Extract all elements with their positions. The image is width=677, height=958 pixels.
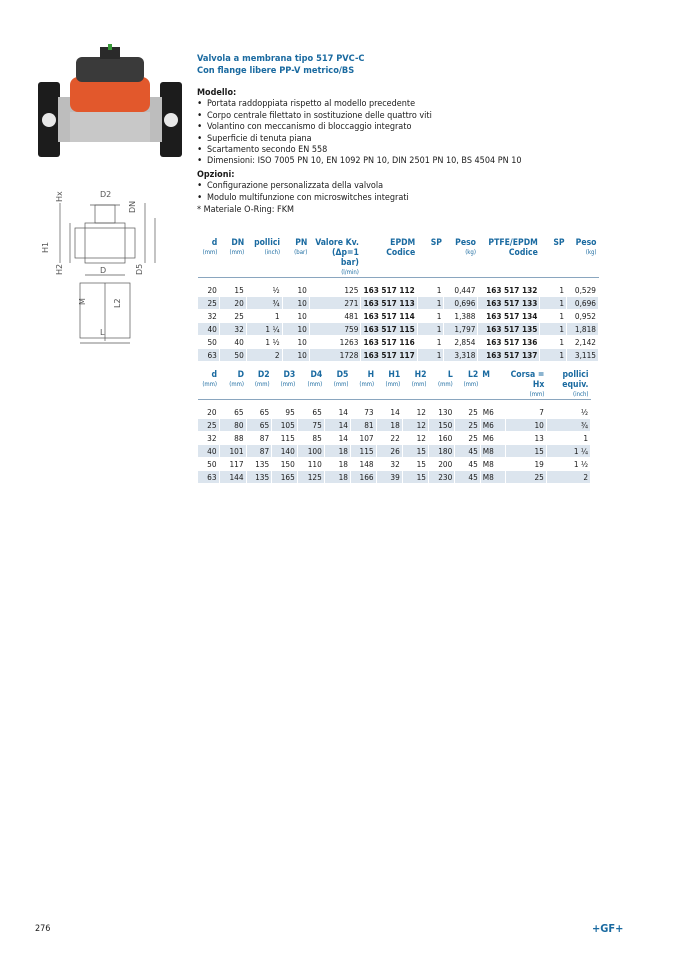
table-cell: 160 <box>428 432 454 445</box>
table-cell: 39 <box>376 471 402 484</box>
header-label: Peso <box>575 238 597 248</box>
header-unit: (kg) <box>465 249 476 256</box>
header-unit: (mm) <box>202 249 218 256</box>
table-cell: 230 <box>428 471 454 484</box>
table-cell: 7 <box>506 406 547 419</box>
table-cell: 87 <box>246 445 272 458</box>
table-cell: 0,529 <box>567 284 599 297</box>
table-row <box>198 445 591 458</box>
table-cell: 10 <box>506 419 547 432</box>
table-cell: 130 <box>428 406 454 419</box>
svg-text:M: M <box>78 298 87 305</box>
header-unit: (mm) <box>229 381 245 388</box>
svg-text:Hx: Hx <box>55 191 64 202</box>
svg-text:H1: H1 <box>41 241 50 253</box>
table-cell: 481 <box>309 310 361 323</box>
table-cell: 148 <box>350 458 376 471</box>
table-cell: M6 <box>480 406 505 419</box>
table-cell: 200 <box>428 458 454 471</box>
header-row <box>198 370 591 400</box>
table-cell: 12 <box>402 419 428 432</box>
table-cell: 144 <box>219 471 246 484</box>
svg-text:L: L <box>100 328 105 337</box>
table-cell: 65 <box>246 419 272 432</box>
page-number: 276 <box>35 924 51 934</box>
column-header <box>246 370 272 400</box>
header-unit: (mm) <box>529 391 545 398</box>
table-cell: 40 <box>198 445 220 458</box>
table-cell: 25 <box>198 419 220 432</box>
header-label: L2 <box>467 370 479 380</box>
table-cell: 63 <box>198 471 220 484</box>
feature-item: • Modulo multifunzione con microswitches integrati <box>197 193 522 204</box>
table-cell: 2 <box>546 471 590 484</box>
table-cell: 85 <box>297 432 324 445</box>
table-cell: 163 517 112 <box>361 284 417 297</box>
table-cell: 163 517 114 <box>361 310 417 323</box>
table-cell: 15 <box>219 284 246 297</box>
table-cell: 10 <box>282 297 309 310</box>
table-cell: M6 <box>480 419 505 432</box>
table-cell: 163 517 117 <box>361 349 417 362</box>
table-cell: 163 517 116 <box>361 336 417 349</box>
feature-item: • Volantino con meccanismo di bloccaggio integrato <box>197 122 522 133</box>
table-cell: 50 <box>219 349 246 362</box>
table-cell: 45 <box>455 445 481 458</box>
table-cell: 25 <box>198 297 220 310</box>
feature-item: • Portata raddoppiata rispetto al modello precedente <box>197 99 522 110</box>
feature-item: • Scartamento secondo EN 558 <box>197 145 522 156</box>
table-cell: 140 <box>272 445 298 458</box>
table-cell: ¾ <box>546 419 590 432</box>
table-row <box>198 297 599 310</box>
table-cell: 100 <box>297 445 324 458</box>
table-cell: 19 <box>506 458 547 471</box>
header-label: PTFE/EPDM <box>488 238 538 248</box>
table-row <box>198 323 599 336</box>
header-unit: (mm) <box>411 381 427 388</box>
feature-item: • Configurazione personalizzata della valvola <box>197 181 522 192</box>
gf-logo: +GF+ <box>592 922 624 935</box>
table-cell: 135 <box>246 471 272 484</box>
header-unit: (mm) <box>307 381 323 388</box>
table-cell: 271 <box>309 297 361 310</box>
header-unit: (mm) <box>229 249 245 256</box>
table-cell: 163 517 132 <box>478 284 540 297</box>
feature-item: • Superficie di tenuta piana <box>197 134 522 145</box>
table-cell: 110 <box>297 458 324 471</box>
table-cell: 65 <box>297 406 324 419</box>
table-row <box>198 336 599 349</box>
table-cell: 163 517 133 <box>478 297 540 310</box>
table-cell: 50 <box>198 336 220 349</box>
table-cell: 166 <box>350 471 376 484</box>
table-cell: 75 <box>297 419 324 432</box>
table-cell: ½ <box>546 406 590 419</box>
table-cell: 1 <box>417 284 444 297</box>
header-unit: (inch) <box>264 249 281 256</box>
table-cell: M8 <box>480 458 505 471</box>
table-cell: ¾ <box>246 297 282 310</box>
column-header <box>540 238 567 278</box>
feature-item: • Corpo centrale filettato in sostituzione delle quattro viti <box>197 111 522 122</box>
header-label-2: (Δp=1 bar) <box>332 248 359 268</box>
header-label: D3 <box>283 370 296 380</box>
column-header <box>361 238 417 278</box>
header-label: pollici <box>254 238 281 248</box>
table-cell: 105 <box>272 419 298 432</box>
table-cell: 3,318 <box>444 349 478 362</box>
table-cell: 32 <box>198 310 220 323</box>
table-row <box>198 419 591 432</box>
column-header <box>478 238 540 278</box>
table-cell: 50 <box>198 458 220 471</box>
table-cell: 150 <box>272 458 298 471</box>
dimensions-table <box>197 370 591 484</box>
table-cell: 1 <box>540 284 567 297</box>
codes-table <box>197 238 599 362</box>
table-cell: 1 ½ <box>246 336 282 349</box>
table-cell: 22 <box>376 432 402 445</box>
svg-text:D: D <box>100 266 107 275</box>
column-header <box>309 238 361 278</box>
header-unit: (mm) <box>333 381 349 388</box>
table-cell: M8 <box>480 471 505 484</box>
table-cell: 65 <box>219 406 246 419</box>
table-cell: 1,388 <box>444 310 478 323</box>
header-label: Peso <box>455 238 476 248</box>
column-header <box>198 370 220 400</box>
column-header <box>376 370 402 400</box>
table-row <box>198 310 599 323</box>
table-cell: 87 <box>246 432 272 445</box>
column-header <box>546 370 590 400</box>
header-label: PN <box>295 238 308 248</box>
table-cell: 65 <box>246 406 272 419</box>
table-cell: 163 517 136 <box>478 336 540 349</box>
header-label-2: Hx <box>532 380 545 390</box>
table-cell: 101 <box>219 445 246 458</box>
column-header <box>246 238 282 278</box>
header-label: DN <box>231 238 245 248</box>
table-cell: 45 <box>455 458 481 471</box>
svg-text:L2: L2 <box>113 298 122 308</box>
column-header <box>282 238 309 278</box>
table-cell: 0,696 <box>444 297 478 310</box>
header-label: H1 <box>388 370 401 380</box>
table-cell: 45 <box>455 471 481 484</box>
modello-heading: Modello: <box>197 88 237 98</box>
header-label: H <box>367 370 375 380</box>
column-header <box>417 238 444 278</box>
table-cell: 10 <box>282 284 309 297</box>
column-header <box>402 370 428 400</box>
table-cell: 107 <box>350 432 376 445</box>
table-cell: 1 <box>417 323 444 336</box>
column-header <box>480 370 505 400</box>
table-cell: 1 <box>540 323 567 336</box>
table-cell: 2,142 <box>567 336 599 349</box>
header-unit: (kg) <box>585 249 597 256</box>
table-cell: 14 <box>324 419 350 432</box>
header-label: d <box>211 370 218 380</box>
table-cell: 14 <box>324 432 350 445</box>
table-cell: 32 <box>376 458 402 471</box>
table-cell: 150 <box>428 419 454 432</box>
table-cell: 88 <box>219 432 246 445</box>
table-cell: 135 <box>246 458 272 471</box>
table-cell: 1 <box>417 336 444 349</box>
header-label: pollici <box>562 370 589 380</box>
column-header <box>567 238 599 278</box>
material-note: * Materiale O-Ring: FKM <box>197 205 295 216</box>
table-row <box>198 458 591 471</box>
table-cell: 32 <box>198 432 220 445</box>
table-cell: 10 <box>282 349 309 362</box>
header-label: L <box>447 370 453 380</box>
table-cell: 25 <box>506 471 547 484</box>
header-label: Corsa = <box>510 370 545 380</box>
table-cell: 163 517 113 <box>361 297 417 310</box>
header-label: M <box>482 370 490 380</box>
header-label: d <box>211 238 218 248</box>
table-cell: 26 <box>376 445 402 458</box>
header-row <box>198 238 599 278</box>
table-cell: 115 <box>272 432 298 445</box>
table-cell: 163 517 134 <box>478 310 540 323</box>
table-cell: 20 <box>219 297 246 310</box>
table-cell: 163 517 135 <box>478 323 540 336</box>
svg-text:DN: DN <box>128 200 137 213</box>
table-cell: 14 <box>376 406 402 419</box>
table-cell: 1 <box>540 349 567 362</box>
table-cell: 18 <box>324 471 350 484</box>
table-cell: 15 <box>402 471 428 484</box>
title-line-2: Con flange libere PP-V metrico/BS <box>197 64 355 76</box>
table-cell: 10 <box>282 323 309 336</box>
table-cell: 25 <box>455 419 481 432</box>
table-cell: 2,854 <box>444 336 478 349</box>
header-unit: (inch) <box>572 391 589 398</box>
header-label: D4 <box>310 370 323 380</box>
header-label: D <box>237 370 245 380</box>
header-label: Valore Kv. <box>315 238 359 248</box>
table-cell: 1 <box>417 297 444 310</box>
header-label: D5 <box>336 370 349 380</box>
table-cell: 95 <box>272 406 298 419</box>
header-unit: (mm) <box>463 381 479 388</box>
table-cell: 1 <box>540 297 567 310</box>
table-cell: ½ <box>246 284 282 297</box>
table-cell: 0,696 <box>567 297 599 310</box>
column-header <box>506 370 547 400</box>
table-cell: 163 517 115 <box>361 323 417 336</box>
table-cell: 18 <box>324 445 350 458</box>
table-cell: 15 <box>402 458 428 471</box>
table-cell: 117 <box>219 458 246 471</box>
header-unit: (mm) <box>385 381 401 388</box>
table-row <box>198 432 591 445</box>
table-cell: 25 <box>219 310 246 323</box>
feature-item: • Dimensioni: ISO 7005 PN 10, EN 1092 PN 10, DIN 2501 PN 10, BS 4504 PN 10 <box>197 156 522 167</box>
table-cell: 10 <box>282 336 309 349</box>
header-label: H2 <box>414 370 427 380</box>
header-label-2: Codice <box>508 248 538 258</box>
header-unit: (mm) <box>438 381 453 388</box>
table-cell: 0,952 <box>567 310 599 323</box>
column-header <box>219 370 246 400</box>
table-cell: 12 <box>402 406 428 419</box>
table-cell: 40 <box>219 336 246 349</box>
table-cell: 18 <box>376 419 402 432</box>
technical-drawing <box>40 183 190 348</box>
table-cell: 1 ¼ <box>546 445 590 458</box>
opzioni-heading: Opzioni: <box>197 169 235 180</box>
column-header <box>444 238 478 278</box>
table-cell: 1,818 <box>567 323 599 336</box>
column-header <box>350 370 376 400</box>
table-cell: 15 <box>506 445 547 458</box>
table-cell: 1263 <box>309 336 361 349</box>
table-cell: 12 <box>402 432 428 445</box>
column-header <box>219 238 246 278</box>
table-cell: 32 <box>219 323 246 336</box>
column-header <box>428 370 454 400</box>
table-row <box>198 349 599 362</box>
table-cell: 125 <box>297 471 324 484</box>
table-cell: 1 <box>540 310 567 323</box>
column-header <box>198 238 220 278</box>
table-cell: 1 <box>246 310 282 323</box>
valve-photo <box>30 42 195 162</box>
header-unit: (l/min) <box>341 269 359 276</box>
table-cell: 1 <box>546 432 590 445</box>
svg-text:D2: D2 <box>100 190 112 199</box>
column-header <box>324 370 350 400</box>
table-cell: 1 <box>540 336 567 349</box>
modello-section <box>197 88 522 216</box>
table-cell: 14 <box>324 406 350 419</box>
table-cell: M8 <box>480 445 505 458</box>
header-label: D2 <box>257 370 270 380</box>
header-unit: (bar) <box>294 249 308 256</box>
table-cell: 81 <box>350 419 376 432</box>
column-header <box>297 370 324 400</box>
table-cell: 40 <box>198 323 220 336</box>
table-cell: 125 <box>309 284 361 297</box>
table-cell: 1 <box>417 349 444 362</box>
table-cell: 1 ½ <box>546 458 590 471</box>
table-cell: 25 <box>455 406 481 419</box>
table-cell: 1,797 <box>444 323 478 336</box>
table-cell: 73 <box>350 406 376 419</box>
table-cell: 759 <box>309 323 361 336</box>
table-row <box>198 471 591 484</box>
header-label: EPDM <box>390 238 416 248</box>
header-unit: (mm) <box>280 381 296 388</box>
table-cell: 165 <box>272 471 298 484</box>
header-label-2: equiv. <box>562 380 589 390</box>
header-label-2: Codice <box>386 248 416 258</box>
table-cell: 20 <box>198 406 220 419</box>
table-cell: 13 <box>506 432 547 445</box>
header-unit: (mm) <box>202 381 218 388</box>
table-cell: 1 ¼ <box>246 323 282 336</box>
table-cell: 163 517 137 <box>478 349 540 362</box>
table-cell: 63 <box>198 349 220 362</box>
table-cell: 15 <box>402 445 428 458</box>
table-cell: 0,447 <box>444 284 478 297</box>
table-cell: 1 <box>417 310 444 323</box>
table-cell: 80 <box>219 419 246 432</box>
table-cell: 25 <box>455 432 481 445</box>
header-label: SP <box>430 238 442 248</box>
title-line-1: Valvola a membrana tipo 517 PVC-C <box>197 53 365 64</box>
table-row <box>198 406 591 419</box>
table-row <box>198 284 599 297</box>
table-cell: 2 <box>246 349 282 362</box>
svg-text:D5: D5 <box>135 263 144 275</box>
table-cell: 18 <box>324 458 350 471</box>
table-cell: 115 <box>350 445 376 458</box>
header-label: SP <box>553 238 565 248</box>
table-cell: 20 <box>198 284 220 297</box>
table-cell: 3,115 <box>567 349 599 362</box>
column-header <box>272 370 298 400</box>
header-unit: (mm) <box>359 381 375 388</box>
table-cell: M6 <box>480 432 505 445</box>
product-title <box>197 53 364 76</box>
svg-text:H2: H2 <box>55 263 64 275</box>
table-cell: 180 <box>428 445 454 458</box>
header-unit: (mm) <box>254 381 270 388</box>
table-cell: 10 <box>282 310 309 323</box>
table-cell: 1728 <box>309 349 361 362</box>
column-header <box>455 370 481 400</box>
